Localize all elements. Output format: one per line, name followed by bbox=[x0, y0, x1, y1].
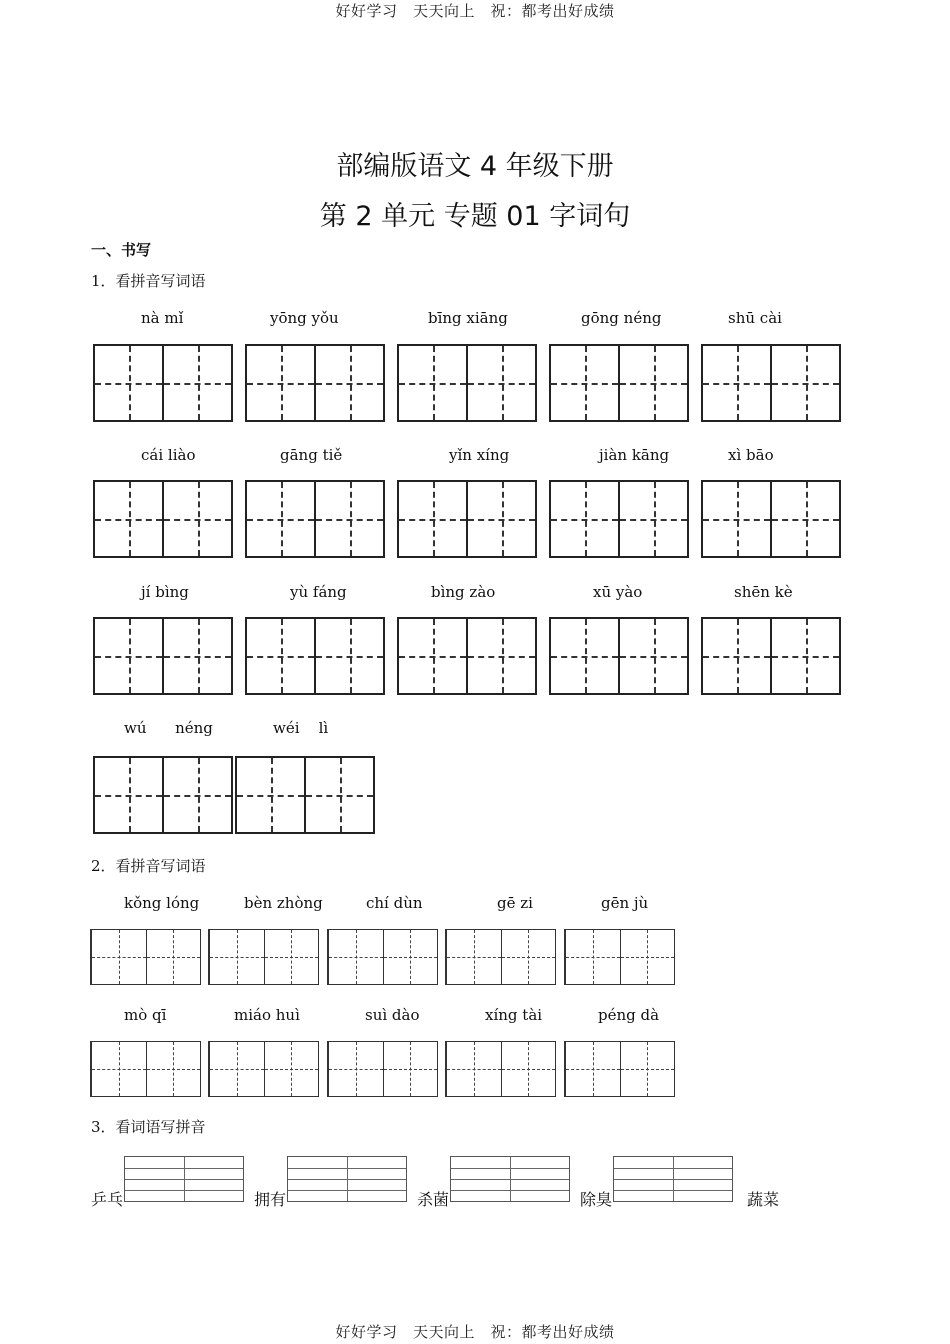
tianzige-writing-box[interactable] bbox=[564, 929, 675, 985]
pinyin-label: jí bìng bbox=[141, 583, 189, 601]
pinyin-label: xū yào bbox=[593, 583, 643, 601]
tianzige-writing-box[interactable] bbox=[235, 756, 375, 834]
pinyin-label: bìng zào bbox=[431, 583, 496, 601]
tianzige-writing-box[interactable] bbox=[549, 344, 689, 422]
tianzige-writing-box[interactable] bbox=[245, 617, 385, 695]
word-label: 拥有 bbox=[254, 1190, 287, 1209]
question-1-label: 1．看拼音写词语 bbox=[91, 272, 206, 290]
pinyin-label: wéi lì bbox=[273, 719, 329, 737]
word-label: 蔬菜 bbox=[747, 1190, 780, 1209]
page-footer: 好好学习 天天向上 祝：都考出好成绩 bbox=[335, 1323, 615, 1341]
pinyin-label: gēn jù bbox=[601, 894, 649, 912]
pinyin-label: xíng tài bbox=[485, 1006, 543, 1024]
tianzige-writing-box[interactable] bbox=[549, 617, 689, 695]
pinyin-label: jiàn kāng bbox=[599, 446, 670, 464]
section-heading: 一、书写 bbox=[91, 241, 152, 259]
tianzige-writing-box[interactable] bbox=[397, 617, 537, 695]
pinyin-label: shēn kè bbox=[734, 583, 793, 601]
page-title: 部编版语文 4 年级下册 bbox=[336, 151, 614, 182]
pinyin-label: kǒng lóng bbox=[124, 894, 200, 912]
pinyin-label: bèn zhòng bbox=[244, 894, 323, 912]
word-label: 杀菌 bbox=[417, 1190, 450, 1209]
pinyin-label: yōng yǒu bbox=[270, 309, 339, 327]
pinyin-label: nà mǐ bbox=[141, 309, 184, 327]
word-label: 除臭 bbox=[580, 1190, 613, 1209]
pinyin-label: gē zi bbox=[497, 894, 533, 912]
tianzige-writing-box[interactable] bbox=[701, 480, 841, 558]
pinyin-label: miáo huì bbox=[234, 1006, 300, 1024]
tianzige-writing-box[interactable] bbox=[93, 756, 233, 834]
pinyin-writing-lines[interactable] bbox=[287, 1156, 407, 1202]
tianzige-writing-box[interactable] bbox=[397, 480, 537, 558]
pinyin-label: wú néng bbox=[124, 719, 213, 737]
pinyin-label: mò qī bbox=[124, 1006, 167, 1024]
tianzige-writing-box[interactable] bbox=[90, 1041, 201, 1097]
tianzige-writing-box[interactable] bbox=[93, 617, 233, 695]
word-label: 乒乓 bbox=[91, 1190, 124, 1209]
pinyin-writing-lines[interactable] bbox=[124, 1156, 244, 1202]
pinyin-label: cái liào bbox=[141, 446, 196, 464]
pinyin-label: xì bāo bbox=[728, 446, 774, 464]
tianzige-writing-box[interactable] bbox=[564, 1041, 675, 1097]
question-2-label: 2．看拼音写词语 bbox=[91, 857, 206, 875]
pinyin-label: gōng néng bbox=[581, 309, 662, 327]
pinyin-label: yǐn xíng bbox=[449, 446, 510, 464]
tianzige-writing-box[interactable] bbox=[445, 1041, 556, 1097]
tianzige-writing-box[interactable] bbox=[397, 344, 537, 422]
pinyin-label: yù fáng bbox=[290, 583, 347, 601]
tianzige-writing-box[interactable] bbox=[93, 480, 233, 558]
pinyin-writing-lines[interactable] bbox=[450, 1156, 570, 1202]
pinyin-label: péng dà bbox=[598, 1006, 660, 1024]
tianzige-writing-box[interactable] bbox=[208, 1041, 319, 1097]
tianzige-writing-box[interactable] bbox=[701, 344, 841, 422]
tianzige-writing-box[interactable] bbox=[327, 1041, 438, 1097]
tianzige-writing-box[interactable] bbox=[701, 617, 841, 695]
pinyin-label: shū cài bbox=[728, 309, 782, 327]
pinyin-label: bīng xiāng bbox=[428, 309, 508, 327]
tianzige-writing-box[interactable] bbox=[245, 480, 385, 558]
page-header: 好好学习 天天向上 祝：都考出好成绩 bbox=[335, 2, 615, 20]
tianzige-writing-box[interactable] bbox=[93, 344, 233, 422]
question-3-label: 3．看词语写拼音 bbox=[91, 1118, 206, 1136]
page-subtitle: 第 2 单元 专题 01 字词句 bbox=[319, 201, 631, 232]
pinyin-label: gāng tiě bbox=[280, 446, 343, 464]
tianzige-writing-box[interactable] bbox=[245, 344, 385, 422]
tianzige-writing-box[interactable] bbox=[208, 929, 319, 985]
tianzige-writing-box[interactable] bbox=[327, 929, 438, 985]
pinyin-writing-lines[interactable] bbox=[613, 1156, 733, 1202]
pinyin-label: chí dùn bbox=[366, 894, 423, 912]
tianzige-writing-box[interactable] bbox=[90, 929, 201, 985]
tianzige-writing-box[interactable] bbox=[549, 480, 689, 558]
tianzige-writing-box[interactable] bbox=[445, 929, 556, 985]
pinyin-label: suì dào bbox=[365, 1006, 420, 1024]
